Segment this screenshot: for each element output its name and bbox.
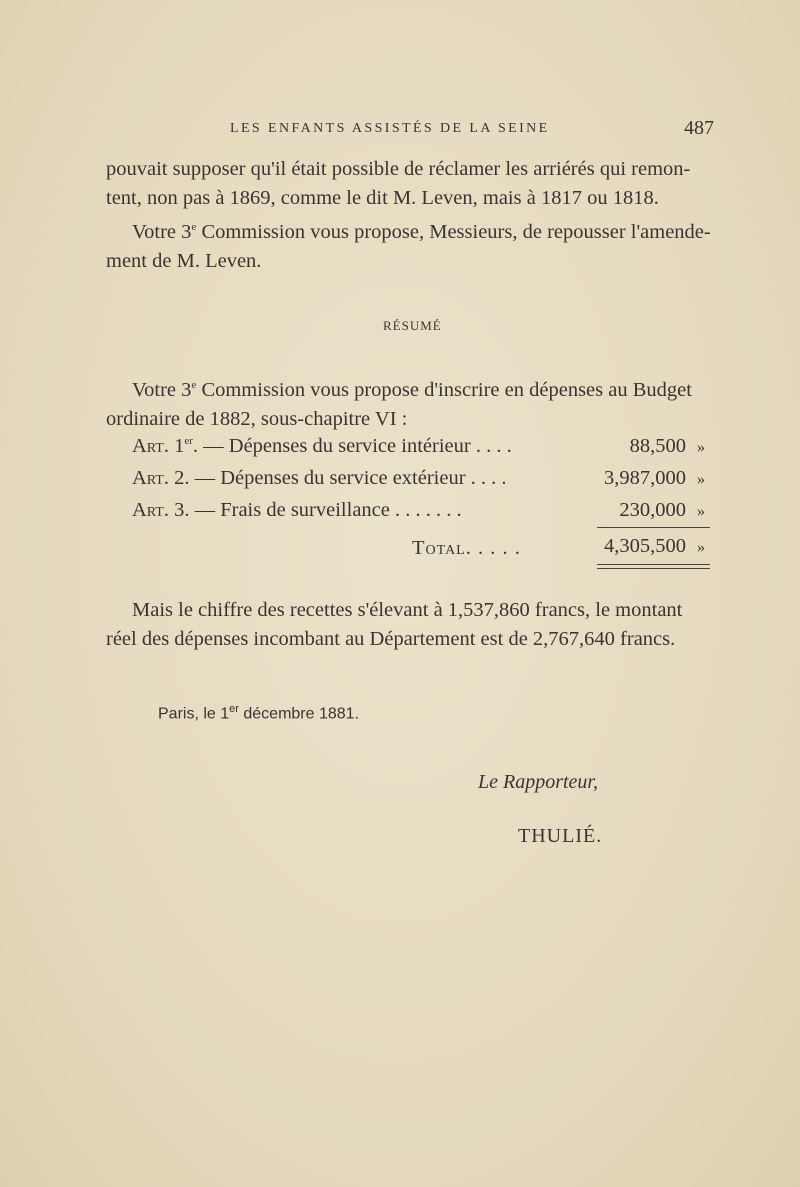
- date-line: Paris, le 1er décembre 1881.: [158, 703, 359, 723]
- total-label: Total. . . . .: [412, 537, 521, 559]
- article-amount: 230,000: [619, 499, 686, 521]
- paragraph-2: [106, 371, 726, 434]
- article-description: — Frais de surveillance . . . . . . .: [189, 499, 462, 521]
- paragraph-2-line: Votre 3e Commission vous propose d'inscrire en dépenses au Budget: [132, 378, 692, 401]
- sum-rule: [597, 527, 710, 528]
- total-double-rule: [597, 568, 710, 569]
- article-mark: »: [697, 439, 705, 456]
- article-amount: 88,500: [629, 435, 686, 457]
- total-amount: 4,305,500: [604, 535, 686, 557]
- article-mark: »: [697, 503, 705, 520]
- paragraph-1-line: Votre 3e Commission vous propose, Messieurs, de repousser l'amende-: [132, 220, 711, 243]
- article-label: Art. 1: [132, 435, 185, 457]
- running-title: LES ENFANTS ASSISTÉS DE LA SEINE: [230, 121, 550, 136]
- paragraph-1-line: tent, non pas à 1869, comme le dit M. Leven, mais à 1817 ou 1818.: [106, 187, 659, 209]
- article-label: Art. 3.: [132, 499, 190, 521]
- section-heading: RÉSUMÉ: [383, 318, 442, 333]
- paragraph-3: [106, 596, 726, 654]
- paragraph-1: [106, 155, 726, 276]
- article-label: Art. 2.: [132, 467, 190, 489]
- paragraph-2-line: ordinaire de 1882, sous-chapitre VI :: [106, 407, 408, 430]
- article-mark: »: [697, 471, 705, 488]
- paragraph-3-line: Mais le chiffre des recettes s'élevant à 1,537,860 francs, le montant: [132, 599, 683, 621]
- paragraph-3-line: réel des dépenses incombant au Département est de 2,767,640 francs.: [106, 628, 676, 650]
- article-amount: 3,987,000: [604, 467, 686, 489]
- total-double-rule: [597, 564, 710, 565]
- signature-name: THULIÉ.: [518, 825, 603, 847]
- page-number: 487: [684, 117, 714, 139]
- article-row: [132, 499, 462, 522]
- article-description: . — Dépenses du service intérieur . . . .: [192, 435, 512, 457]
- article-description: — Dépenses du service extérieur . . . .: [189, 467, 507, 489]
- article-row: Art. 1er. — Dépenses du service intérieur . . . .: [132, 435, 512, 457]
- article-row: [132, 467, 507, 490]
- signature-role: Le Rapporteur,: [478, 771, 598, 793]
- paragraph-1-line: pouvait supposer qu'il était possible de réclamer les arriérés qui remon-: [106, 158, 691, 180]
- paragraph-1-line: ment de M. Leven.: [106, 249, 262, 272]
- total-mark: »: [697, 539, 705, 556]
